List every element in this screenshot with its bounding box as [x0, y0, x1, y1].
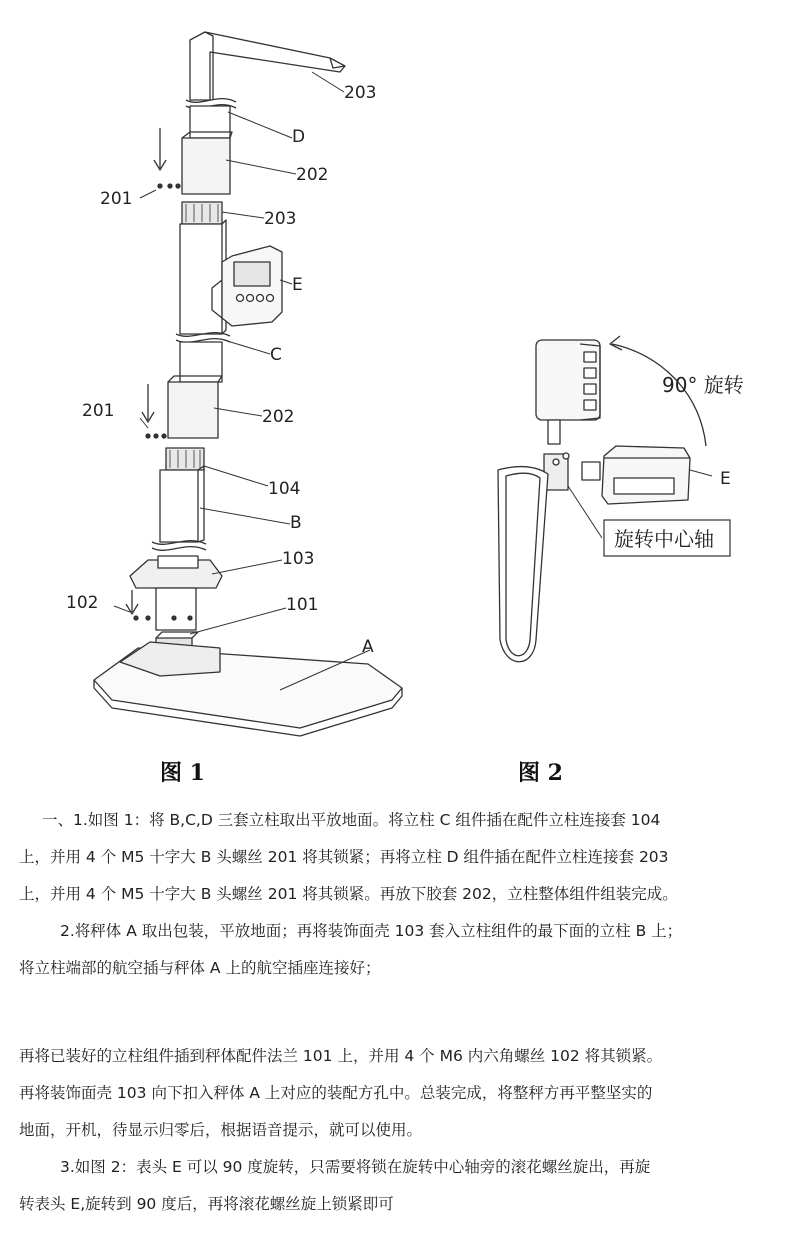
instruction-line: 地面，开机，待显示归零后，根据语音提示，就可以使用。: [19, 1121, 423, 1139]
figure-2-caption: 图 2: [518, 760, 563, 786]
instruction-line: 3.如图 2：表头 E 可以 90 度旋转，只需要将锁在旋转中心轴旁的滚花螺丝旋出，再旋: [60, 1158, 651, 1176]
column-profile: [498, 467, 548, 662]
axis-label: 旋转中心轴: [614, 527, 714, 551]
rotation-label: 90° 旋转: [662, 373, 744, 397]
label-202-mid: 202: [262, 407, 295, 427]
label-201-top: 201: [100, 189, 133, 209]
instruction-line: 上，并用 4 个 M5 十字大 B 头螺丝 201 将其锁紧。再放下胶套 202，立柱整体组件组装完成。: [19, 885, 678, 903]
instructions-block-2: [0, 1038, 790, 1223]
label-b: B: [290, 513, 302, 533]
label-e: E: [292, 275, 303, 295]
screws-201-mid: [146, 434, 166, 438]
label-201-mid: 201: [82, 401, 115, 421]
display-head-horizontal: [602, 446, 690, 504]
label-a: A: [362, 637, 374, 657]
label-d: D: [292, 127, 306, 147]
instruction-line: 2.将秤体 A 取出包装，平放地面；再将装饰面壳 103 套入立柱组件的最下面的立柱 B 上；: [60, 922, 683, 940]
label-103: 103: [282, 549, 315, 569]
label-102: 102: [66, 593, 99, 613]
instruction-line: 再将已装好的立柱组件插到秤体配件法兰 101 上，并用 4 个 M6 内六角螺丝 102 将其锁紧。: [19, 1047, 663, 1065]
column-c: [168, 220, 230, 438]
pivot-bracket: [544, 453, 600, 490]
screws-201-top: [158, 184, 180, 188]
label-202-top: 202: [296, 165, 329, 185]
instruction-line: 上，并用 4 个 M5 十字大 B 头螺丝 201 将其锁紧；再将立柱 D 组件插在配件立柱连接套 203: [19, 848, 669, 866]
column-b: [152, 466, 206, 550]
instruction-line: 将立柱端部的航空插与秤体 A 上的航空插座连接好；: [19, 959, 381, 977]
instructions-block-1: [0, 802, 790, 987]
instruction-line: 转表头 E,旋转到 90 度后，再将滚花螺丝旋上锁紧即可: [19, 1195, 394, 1213]
label-c: C: [270, 345, 282, 365]
display-head-rotated: [536, 340, 600, 444]
connector-203: [182, 202, 222, 224]
label-e-leader: [690, 470, 712, 476]
label-104: 104: [268, 479, 301, 499]
figure-1-leaders: [114, 72, 370, 690]
figure-1-drawing: [94, 32, 402, 736]
label-e-fig2: E: [720, 469, 731, 489]
instruction-line: 一、1.如图 1：将 B,C,D 三套立柱取出平放地面。将立柱 C 组件插在配件立柱连接套 104: [42, 811, 661, 829]
figure-1-caption: 图 1: [160, 760, 205, 786]
connector-104: [166, 448, 204, 470]
label-101: 101: [286, 595, 319, 615]
label-203-top: 203: [344, 83, 377, 103]
axis-leader: [568, 486, 602, 538]
label-203-mid: 203: [264, 209, 297, 229]
instruction-line: 再将装饰面壳 103 向下扣入秤体 A 上对应的装配方孔中。总装完成，将整秤方再平整坚实的: [19, 1084, 653, 1102]
